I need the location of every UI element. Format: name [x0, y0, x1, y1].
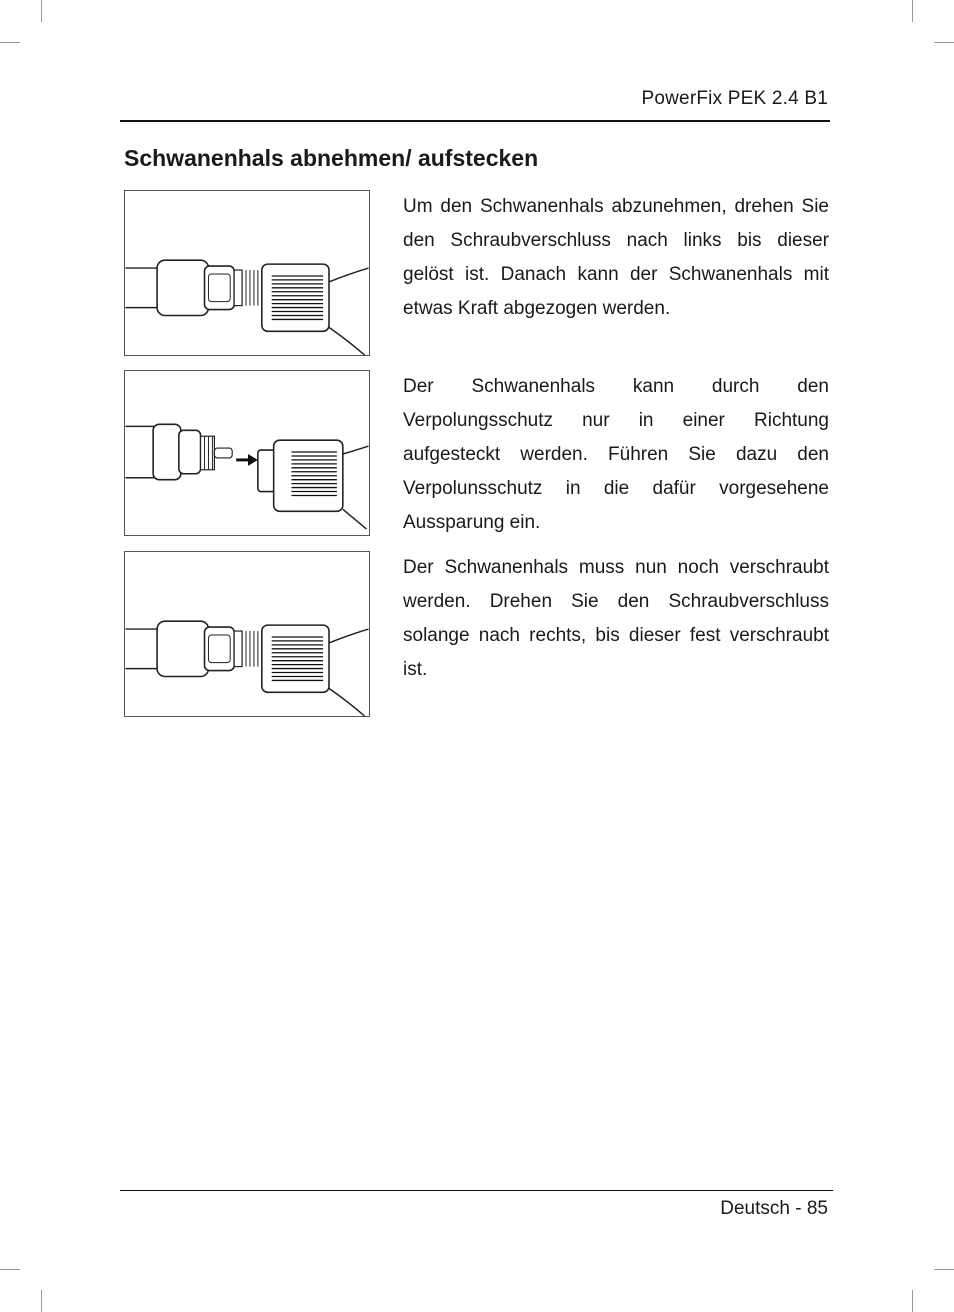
crop-mark	[41, 0, 42, 22]
connector-connected-illustration	[125, 191, 369, 355]
crop-mark	[0, 42, 20, 43]
crop-mark	[912, 0, 913, 22]
figure-connected-1	[124, 190, 370, 356]
figure-connected-2	[124, 551, 370, 717]
crop-mark	[934, 1269, 954, 1270]
paragraph-screw: Der Schwanenhals muss nun noch verschraubt werden. Drehen Sie den Schraubverschluss solange nach rechts, bis dieser fest verschraubt ist.	[403, 557, 829, 680]
connector-connected-illustration	[125, 552, 369, 716]
section-title: Schwanenhals abnehmen/ aufstecken	[124, 145, 539, 171]
crop-mark	[912, 1290, 913, 1312]
crop-mark	[41, 1290, 42, 1312]
paragraph-attach: Der Schwanenhals kann durch den Verpolungsschutz nur in einer Richtung aufgesteckt werden. Führen Sie dazu den Verpolunsschutz in die dafür vorgesehene Aussparung ein.	[403, 376, 829, 533]
footer-rule	[120, 1190, 833, 1191]
figure-separated	[124, 370, 370, 536]
crop-mark	[0, 1269, 20, 1270]
running-header: PowerFix PEK 2.4 B1	[641, 88, 828, 109]
crop-mark	[934, 42, 954, 43]
header-rule	[120, 120, 830, 122]
paragraph-remove: Um den Schwanenhals abzunehmen, drehen Sie den Schraubverschluss nach links bis dieser gelöst ist. Danach kann der Schwanenhals mit etwas Kraft abgezogen werden.	[403, 196, 829, 319]
connector-separated-arrow-illustration	[125, 371, 369, 535]
page-number: Deutsch - 85	[720, 1198, 828, 1219]
